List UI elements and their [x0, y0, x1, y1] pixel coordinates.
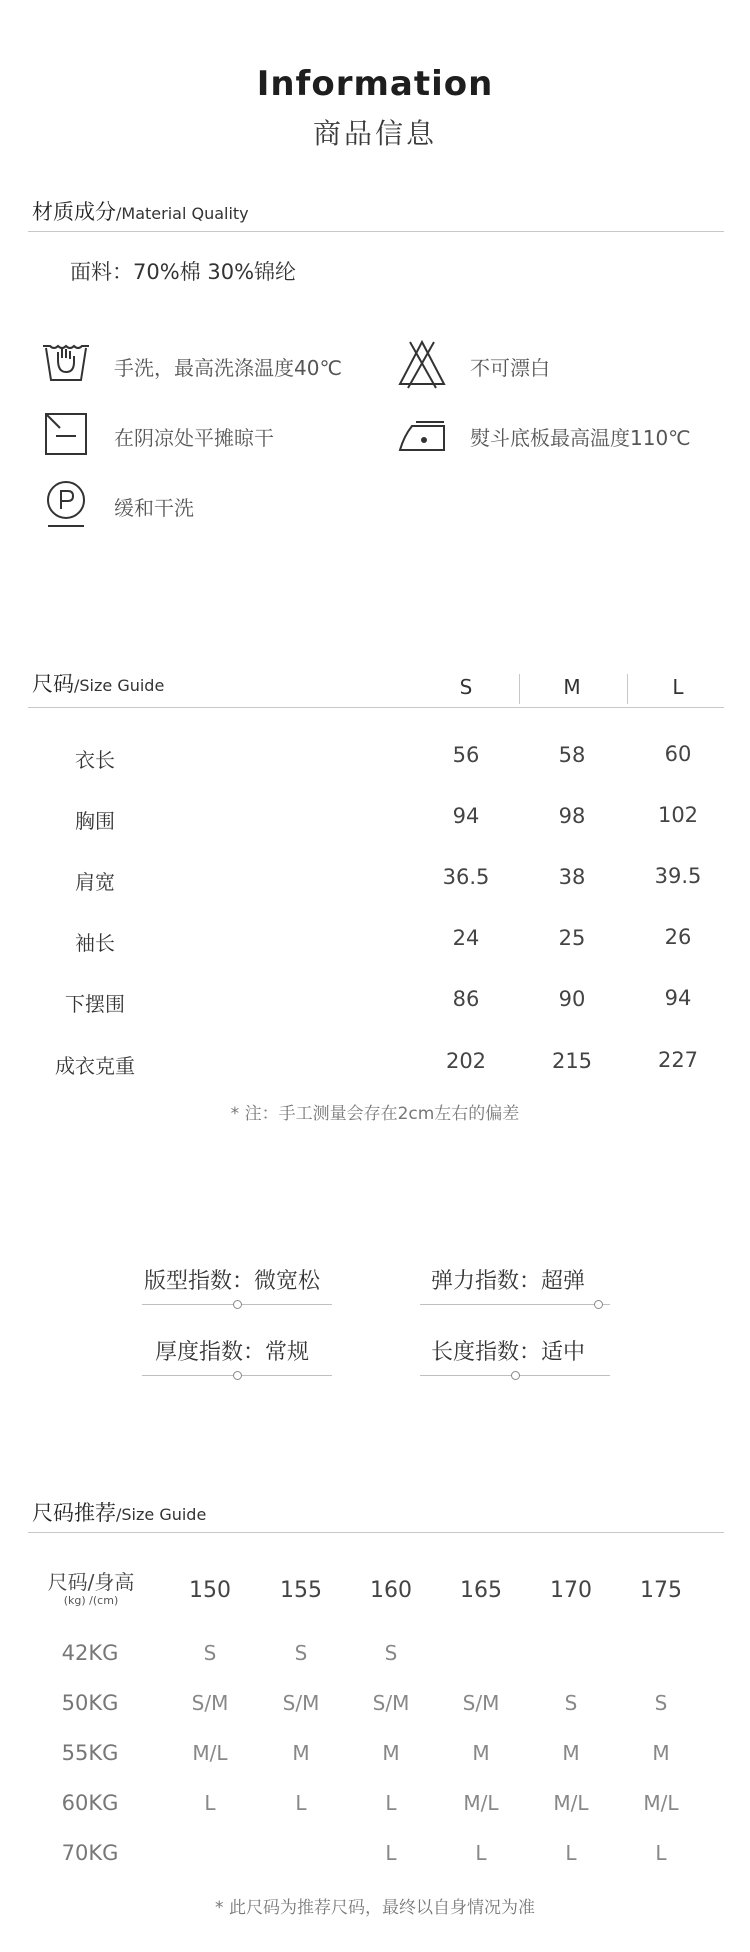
- measure-value: 56: [452, 743, 480, 767]
- material-heading: 材质成分/Material Quality: [32, 200, 249, 224]
- size-header-s: S: [459, 675, 473, 699]
- measure-value: 36.5: [442, 865, 490, 889]
- size-header-m: M: [563, 675, 581, 699]
- recommend-cell: L: [565, 1841, 577, 1865]
- measure-label: 袖长: [75, 931, 115, 955]
- hand-wash-icon: [40, 338, 92, 390]
- measure-label: 肩宽: [75, 870, 115, 894]
- length-index-marker: [511, 1371, 520, 1380]
- elasticity-index-track: [420, 1304, 610, 1305]
- recommend-divider: [28, 1532, 724, 1533]
- recommend-cell: M: [292, 1741, 310, 1765]
- weight-label: 60KG: [61, 1791, 119, 1815]
- height-header: 175: [640, 1578, 682, 1603]
- recommend-cell: S/M: [191, 1691, 229, 1715]
- recommend-cell: M: [652, 1741, 670, 1765]
- recommend-cell: L: [385, 1841, 397, 1865]
- measure-label: 衣长: [75, 748, 115, 772]
- gentle-dry-clean-icon: [40, 478, 92, 530]
- recommend-cell: S: [294, 1641, 308, 1665]
- elasticity-index-label: 弹力指数：超弹: [430, 1269, 585, 1294]
- recommend-cell: M/L: [643, 1791, 679, 1815]
- recommend-cell: S: [564, 1691, 578, 1715]
- fit-index-label: 版型指数：微宽松: [143, 1269, 320, 1294]
- measure-value: 25: [558, 926, 586, 950]
- measure-value: 38: [558, 865, 586, 889]
- measure-value: 94: [452, 804, 480, 828]
- measure-value: 86: [452, 987, 480, 1011]
- weight-label: 42KG: [61, 1641, 119, 1665]
- measure-value: 58: [558, 743, 586, 767]
- recommend-cell: M/L: [463, 1791, 499, 1815]
- recommend-cell: M/L: [553, 1791, 589, 1815]
- recommend-heading: 尺码推荐/Size Guide: [32, 1501, 207, 1525]
- recommend-cell: M: [382, 1741, 400, 1765]
- measurement-note: * 注：手工测量会存在2cm左右的偏差: [230, 1104, 520, 1124]
- recommend-cell: L: [475, 1841, 487, 1865]
- corner-label: 尺码/身高: [47, 1570, 135, 1594]
- recommend-cell: S/M: [282, 1691, 320, 1715]
- measure-value: 39.5: [654, 864, 702, 888]
- material-divider: [28, 231, 724, 232]
- measure-value: 94: [664, 986, 692, 1010]
- measure-label: 成衣克重: [55, 1054, 135, 1078]
- weight-label: 50KG: [61, 1691, 119, 1715]
- recommend-cell: S: [654, 1691, 668, 1715]
- page-title: Information: [256, 64, 494, 104]
- measure-label: 胸围: [75, 809, 115, 833]
- recommend-cell: M: [562, 1741, 580, 1765]
- recommend-cell: S: [203, 1641, 217, 1665]
- measure-value: 24: [452, 926, 480, 950]
- header-separator: [519, 674, 520, 704]
- height-header: 160: [370, 1578, 412, 1603]
- recommend-cell: L: [385, 1791, 397, 1815]
- size-header-l: L: [672, 675, 684, 699]
- measure-value: 227: [657, 1048, 699, 1072]
- care-label-no-bleach: 不可漂白: [470, 356, 550, 380]
- page-subtitle: 商品信息: [312, 117, 437, 150]
- recommend-note: * 此尺码为推荐尺码，最终以自身情况为准: [215, 1898, 535, 1918]
- recommend-cell: L: [295, 1791, 307, 1815]
- recommend-cell: S/M: [372, 1691, 410, 1715]
- iron-icon: [396, 408, 448, 460]
- measure-value: 98: [558, 804, 586, 828]
- weight-label: 55KG: [61, 1741, 119, 1765]
- recommend-cell: M/L: [192, 1741, 228, 1765]
- height-header: 170: [550, 1578, 592, 1603]
- elasticity-index-marker: [594, 1300, 603, 1309]
- measure-value: 60: [664, 742, 692, 766]
- material-composition: 面料：70%棉 30%锦纶: [70, 260, 297, 284]
- fit-index-marker: [233, 1300, 242, 1309]
- measure-value: 202: [445, 1049, 487, 1073]
- recommend-cell: L: [204, 1791, 216, 1815]
- measure-value: 26: [664, 925, 692, 949]
- length-index-label: 长度指数：适中: [430, 1340, 585, 1365]
- size-guide-heading: 尺码/Size Guide: [32, 672, 165, 696]
- thickness-index-label: 厚度指数：常规: [154, 1340, 309, 1365]
- recommend-cell: S: [384, 1641, 398, 1665]
- care-label-iron: 熨斗底板最高温度110℃: [470, 426, 691, 450]
- recommend-cell: S/M: [462, 1691, 500, 1715]
- no-bleach-icon: [396, 338, 448, 390]
- care-label-hand-wash: 手洗，最高洗涤温度40℃: [114, 356, 342, 380]
- weight-label: 70KG: [61, 1841, 119, 1865]
- thickness-index-marker: [233, 1371, 242, 1380]
- measure-value: 215: [551, 1049, 593, 1073]
- height-header: 150: [189, 1578, 231, 1603]
- recommend-cell: L: [655, 1841, 667, 1865]
- care-label-dry-clean: 缓和干洗: [114, 496, 194, 520]
- dry-flat-shade-icon: [40, 408, 92, 460]
- corner-units: (kg) /(cm): [63, 1594, 119, 1607]
- recommend-cell: M: [472, 1741, 490, 1765]
- care-label-dry-flat: 在阴凉处平摊晾干: [114, 426, 274, 450]
- size-guide-divider: [28, 707, 724, 708]
- measure-value: 90: [558, 987, 586, 1011]
- measure-label: 下摆围: [65, 992, 125, 1016]
- height-header: 155: [280, 1578, 322, 1603]
- measure-value: 102: [657, 803, 699, 827]
- height-header: 165: [460, 1578, 502, 1603]
